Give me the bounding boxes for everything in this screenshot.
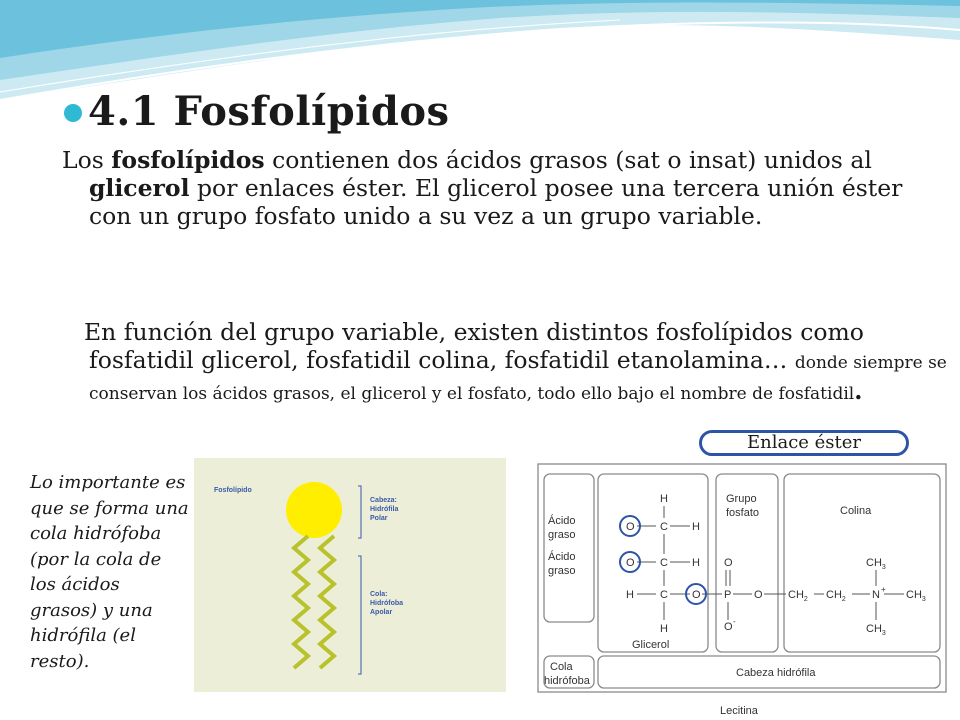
svg-text:Cola:: Cola: (370, 591, 388, 598)
term-glicerol: glicerol (89, 174, 190, 202)
svg-text:graso: graso (548, 529, 576, 541)
svg-text:-: - (733, 617, 736, 626)
svg-text:Cola: Cola (550, 661, 573, 673)
svg-text:C: C (660, 521, 668, 533)
svg-text:+: + (881, 585, 886, 594)
svg-text:H: H (626, 589, 634, 601)
title-bullet (64, 104, 82, 122)
svg-text:CH3: $CH_3$ (866, 557, 886, 571)
svg-text:CH2: $CH_2$ (788, 589, 808, 603)
svg-text:H: H (660, 623, 668, 635)
figure-title: Fosfolípido (214, 487, 252, 494)
svg-text:Apolar: Apolar (370, 609, 393, 616)
svg-text:O: O (724, 621, 733, 633)
svg-text:C: C (660, 589, 668, 601)
svg-text:CH3: $CH_3$ (866, 623, 886, 637)
box-choline (784, 474, 940, 652)
box-fatty-acids (544, 474, 594, 622)
svg-text:O: O (626, 521, 635, 533)
svg-text:C: C (660, 557, 668, 569)
side-note: Lo importante es que se forma una cola hidrófoba (por la cola de los ácidos grasos) y una hidrófila (el resto). (30, 472, 189, 672)
svg-text:O: O (692, 589, 701, 601)
slide-title: 4.1 Fosfolípidos (88, 88, 450, 135)
svg-text:Cabeza hidrófila: Cabeza hidrófila (736, 667, 816, 679)
svg-text:Hidrófoba: Hidrófoba (370, 600, 404, 607)
svg-text:Polar: Polar (370, 515, 388, 522)
svg-text:hidrófoba: hidrófoba (544, 675, 590, 687)
svg-text:P: P (724, 589, 732, 601)
svg-text:O: O (626, 557, 635, 569)
svg-text:CH3: $CH_3$ (906, 589, 926, 603)
svg-text:N: N (872, 589, 880, 601)
paragraph-1: Los fosfolípidos contienen dos ácidos grasos (sat o insat) unidos al glicerol por enlaces éster. El glicerol posee una tercera unión éster con un grupo fosfato unido a su vez a un grupo variable. (62, 146, 903, 230)
ester-bond-callout: Enlace éster (699, 430, 909, 456)
lecithin-figure (536, 462, 948, 720)
svg-text:graso: graso (548, 565, 576, 577)
svg-text:Glicerol: Glicerol (632, 639, 670, 651)
svg-text:O: O (754, 589, 763, 601)
svg-text:H: H (692, 521, 700, 533)
paragraph-2: En función del grupo variable, existen distintos fosfolípidos como fosfatidil glicerol, fosfatidil colina, fosfatidil etanolamina… donde siempre se conservan los ácidos grasos, el glicerol y el fosfato, todo ello bajo el nombre de fosfatidil. (84, 318, 947, 405)
svg-text:O: O (724, 557, 733, 569)
svg-text:Ácido: Ácido (548, 551, 576, 563)
svg-text:Colina: Colina (840, 505, 872, 517)
svg-text:H: H (692, 557, 700, 569)
phospholipid-figure (194, 458, 506, 692)
svg-text:Grupo: Grupo (726, 493, 757, 505)
polar-head (286, 482, 342, 538)
term-fosfolipidos: fosfolípidos (111, 146, 265, 174)
svg-text:fosfato: fosfato (726, 507, 760, 519)
svg-text:Ácido: Ácido (548, 515, 576, 527)
svg-text:H: H (660, 493, 668, 505)
svg-text:Cabeza:: Cabeza: (370, 497, 397, 504)
svg-text:Lecitina: Lecitina (720, 705, 758, 717)
svg-text:Hidrófila: Hidrófila (370, 506, 399, 513)
svg-text:CH2: $CH_2$ (826, 589, 846, 603)
